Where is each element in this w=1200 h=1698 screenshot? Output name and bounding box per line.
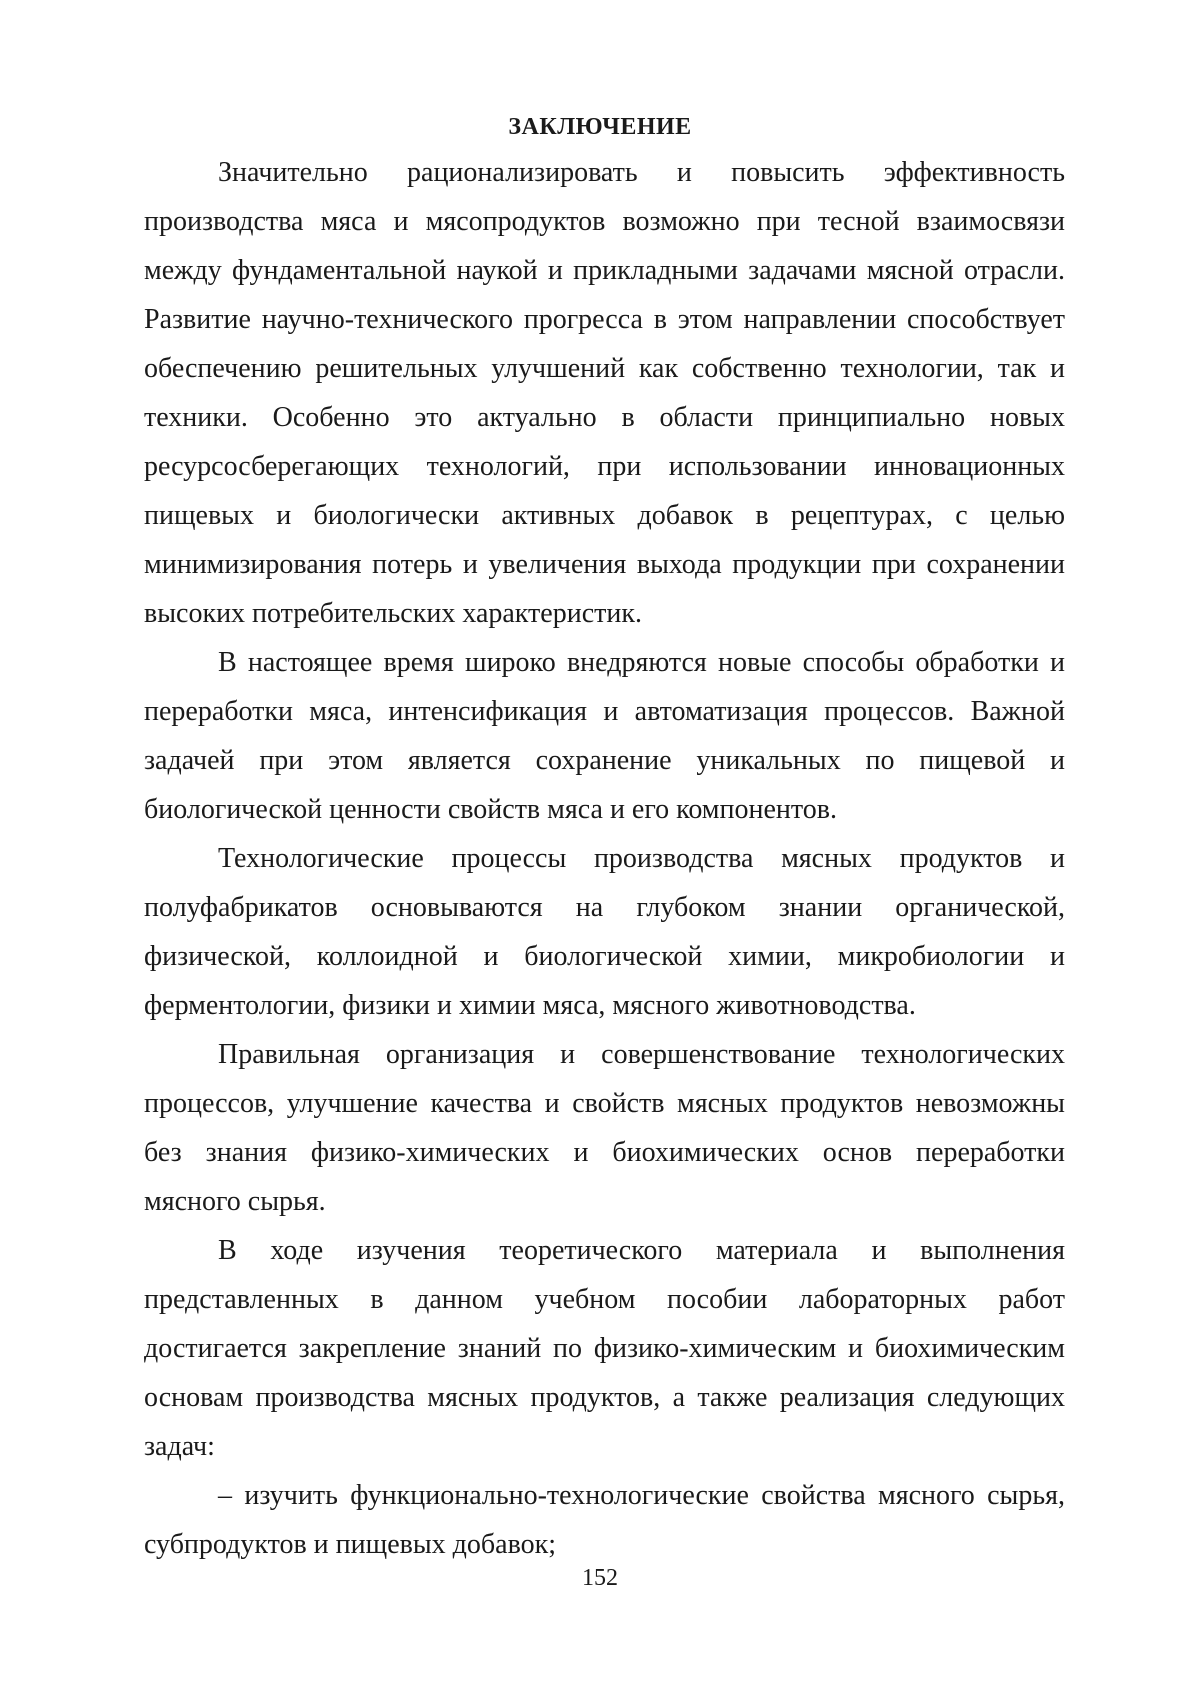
- paragraph: Правильная организация и совершенствование технологических процессов, улучшение качества и свойств мясных продуктов невозможны без знания физико-химических и биохимических основ переработки мясного сырья.: [144, 1039, 1065, 1217]
- paragraph: Технологические процессы производства мясных продуктов и полуфабрикатов основываются на глубоком знании органической, физической, коллоидной и биологической химии, микробиологии и ферментологии, физики и химии мяса, мясного животноводства.: [144, 843, 1065, 1021]
- paragraph: Значительно рационализировать и повысить эффективность производства мяса и мясопродуктов возможно при тесной взаимосвязи между фундаментальной наукой и прикладными задачами мясной отрасли. Развитие научно-технического прогресса в этом направлении способствует обеспечению решительных улучшений как собственно технологии, так и техники. Особенно это актуально в области принципиально новых ресурсосберегающих технологий, при использовании инновационных пищевых и биологически активных добавок в рецептурах, с целью минимизирования потерь и увеличения выхода продукции при сохранении высоких потребительских характеристик.: [144, 157, 1065, 629]
- paragraph: В настоящее время широко внедряются новые способы обработки и переработки мяса, интенсификация и автоматизация процессов. Важной задачей при этом является сохранение уникальных по пищевой и биологической ценности свойств мяса и его компонентов.: [144, 647, 1065, 825]
- page-title: ЗАКЛЮЧЕНИЕ: [508, 114, 692, 140]
- page-number: 152: [582, 1565, 618, 1591]
- paragraph: В ходе изучения теоретического материала и выполнения представленных в данном учебном пособии лабораторных работ достигается закрепление знаний по физико-химическим и биохимическим основам производства мясных продуктов, а также реализация следующих задач:: [144, 1235, 1065, 1462]
- body-text: [144, 148, 1065, 1569]
- list-item: – изучить функционально-технологические свойства мясного сырья, субпродуктов и пищевых добавок;: [144, 1480, 1065, 1560]
